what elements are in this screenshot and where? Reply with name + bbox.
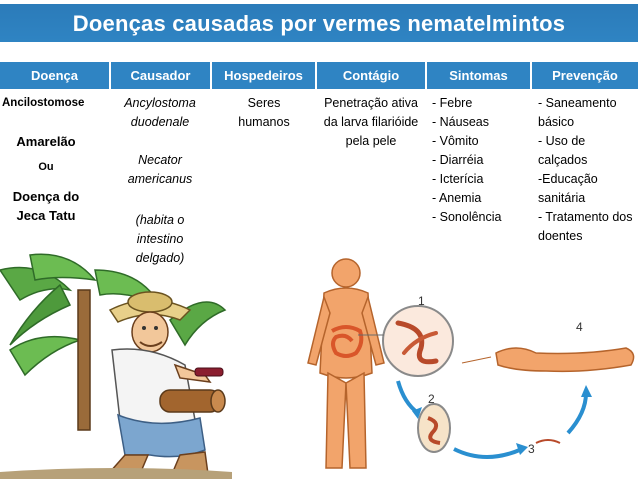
diagram-label-2: 2 [428,392,435,406]
header-doenca: Doença [0,62,109,89]
diagram-label-3: 3 [528,442,535,456]
causer-habitat-note: (habita o intestino delgado) [135,213,185,265]
hosts: Seres humanos [238,96,290,129]
slide-title: Doenças causadas por vermes nematelmintos [72,11,566,36]
symptoms-list [432,94,530,227]
life-cycle-diagram [286,253,638,479]
symptom-item: - Sonolência [432,210,502,224]
header-contagio: Contágio [317,62,425,89]
disease-alt-name-2: Doença do Jeca Tatu [12,189,80,223]
prevention-item: -Educação sanitária [538,172,598,205]
symptom-item: - Icterícia [432,172,484,186]
header-hospedeiros: Hospedeiros [212,62,315,89]
contagion: Penetração ativa da larva filarióide pela pele [323,96,419,148]
symptom-item: - Vômito [432,134,479,148]
prevention-item: - Tratamento dos doentes [538,210,633,243]
disease-or: Ou [38,161,54,173]
prevention-item: - Uso de calçados [538,134,588,167]
jeca-tatu-illustration [0,250,232,479]
diagram-label-1: 1 [418,294,425,308]
causer-species-2: Necator americanus [127,153,193,186]
diagram-label-4: 4 [576,320,583,334]
prevention-item: - Saneamento básico [538,96,617,129]
symptom-item: - Anemia [432,191,482,205]
causer-species-1: Ancylostoma duodenale [124,96,196,129]
symptom-item: - Náuseas [432,115,489,129]
disease-name: Ancilostomose [2,97,85,109]
header-causador: Causador [111,62,210,89]
prevention-list [538,94,636,246]
header-sintomas: Sintomas [427,62,530,89]
disease-alt-name-1: Amarelão [16,134,76,149]
header-prevencao: Prevenção [532,62,638,89]
symptom-item: - Diarréia [432,153,484,167]
symptom-item: - Febre [432,96,473,110]
